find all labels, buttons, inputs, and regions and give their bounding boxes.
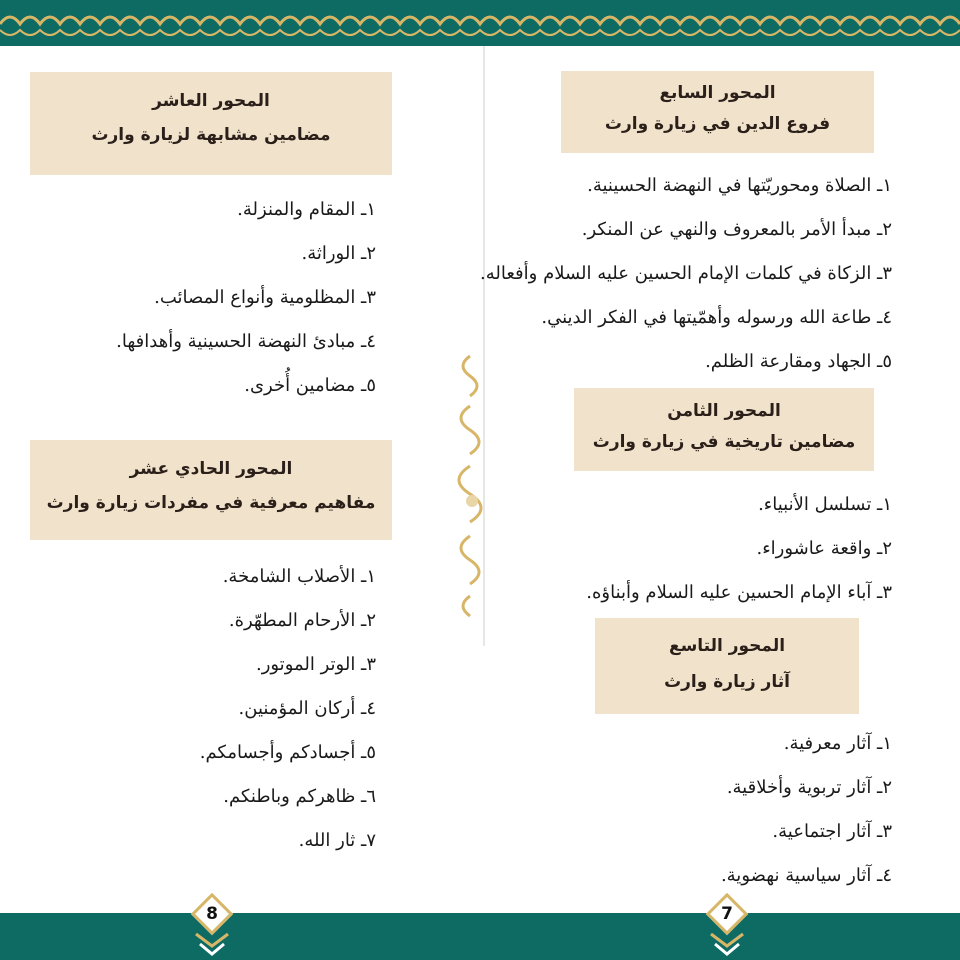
list-item: ٢ـ الأرحام المطهّرة. bbox=[228, 610, 376, 631]
heading-subtitle: مضامين مشابهة لزيارة وارث bbox=[91, 125, 331, 145]
list-item: ٣ـ آثار اجتماعية. bbox=[772, 821, 892, 842]
heading-title: المحور الحادي عشر bbox=[129, 459, 293, 479]
list-axis-9 bbox=[492, 722, 892, 898]
list-item: ١ـ الصلاة ومحوريّتها في النهضة الحسينية. bbox=[587, 175, 892, 196]
page-right bbox=[480, 46, 960, 913]
gold-wave-ornament bbox=[0, 0, 960, 46]
list-item: ٣ـ الزكاة في كلمات الإمام الحسين عليه السلام وأفعاله. bbox=[480, 263, 892, 284]
book-spine bbox=[430, 46, 486, 913]
list-item: ٢ـ الوراثة. bbox=[301, 243, 376, 264]
heading-title: المحور التاسع bbox=[668, 636, 786, 656]
list-item: ٢ـ آثار تربوية وأخلاقية. bbox=[726, 777, 892, 798]
list-item: ٢ـ مبدأ الأمر بالمعروف والنهي عن المنكر. bbox=[581, 219, 892, 240]
heading-title: المحور السابع bbox=[659, 83, 776, 103]
list-item: ٦ـ ظاهركم وباطنكم. bbox=[223, 786, 376, 807]
page-left bbox=[0, 46, 430, 913]
heading-subtitle: مفاهيم معرفية في مفردات زيارة وارث bbox=[46, 493, 376, 513]
list-item: ٥ـ أجسادكم وأجسامكم. bbox=[199, 742, 376, 763]
spine-ornament bbox=[430, 296, 486, 656]
list-axis-10 bbox=[16, 188, 376, 408]
list-item: ١ـ تسلسل الأنبياء. bbox=[758, 494, 892, 515]
list-item: ٧ـ ثار الله. bbox=[298, 830, 376, 851]
list-axis-7 bbox=[480, 164, 892, 384]
list-item: ٤ـ آثار سياسية نهضوية. bbox=[720, 865, 892, 886]
list-item: ٤ـ أركان المؤمنين. bbox=[238, 698, 376, 719]
list-item: ٥ـ مضامين أُخرى. bbox=[244, 375, 376, 396]
list-item: ٥ـ الجهاد ومقارعة الظلم. bbox=[705, 351, 892, 372]
bottom-decorative-band bbox=[0, 913, 960, 960]
list-item: ١ـ آثار معرفية. bbox=[783, 733, 892, 754]
heading-axis-7 bbox=[561, 71, 874, 153]
list-item: ١ـ الأصلاب الشامخة. bbox=[222, 566, 376, 587]
list-item: ٢ـ واقعة عاشوراء. bbox=[756, 538, 892, 559]
heading-subtitle: فروع الدين في زيارة وارث bbox=[604, 114, 831, 134]
page-number: 7 bbox=[721, 904, 733, 924]
page-number: 8 bbox=[206, 904, 218, 924]
list-item: ١ـ المقام والمنزلة. bbox=[237, 199, 376, 220]
heading-axis-10 bbox=[30, 72, 392, 175]
heading-axis-8 bbox=[574, 388, 874, 471]
list-item: ٣ـ الوتر الموتور. bbox=[255, 654, 376, 675]
list-axis-8 bbox=[492, 483, 892, 615]
heading-subtitle: مضامين تاريخية في زيارة وارث bbox=[592, 432, 856, 452]
heading-title: المحور الثامن bbox=[667, 401, 781, 421]
list-item: ٤ـ مبادئ النهضة الحسينية وأهدافها. bbox=[116, 331, 376, 352]
chevron-ornament-icon bbox=[707, 930, 747, 960]
list-item: ٣ـ آباء الإمام الحسين عليه السلام وأبناؤه. bbox=[586, 582, 892, 603]
heading-title: المحور العاشر bbox=[152, 91, 270, 111]
heading-axis-9 bbox=[595, 618, 859, 714]
top-decorative-band bbox=[0, 0, 960, 46]
list-item: ٤ـ طاعة الله ورسوله وأهمّيتها في الفكر الديني. bbox=[541, 307, 892, 328]
chevron-ornament-icon bbox=[192, 930, 232, 960]
heading-subtitle: آثار زيارة وارث bbox=[664, 672, 790, 692]
list-axis-11 bbox=[16, 555, 376, 863]
heading-axis-11 bbox=[30, 440, 392, 540]
list-item: ٣ـ المظلومية وأنواع المصائب. bbox=[154, 287, 376, 308]
